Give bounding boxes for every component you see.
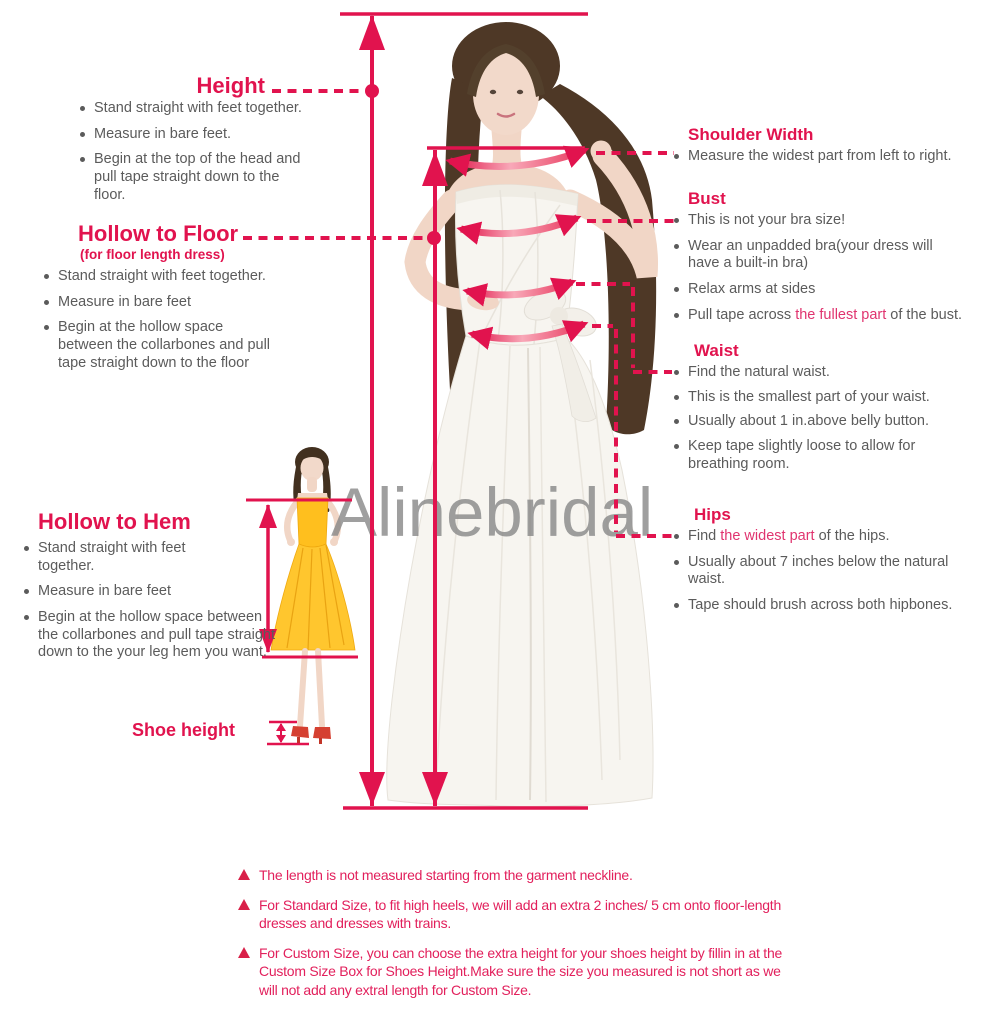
instruction-text [688,307,962,325]
warning-triangle-icon [238,947,250,958]
list-item [44,294,276,312]
instruction-text: Begin at the hollow space between the collarbones and pull tape straight down to the floor [58,319,271,371]
instruction-text: This is the smallest part of your waist. [688,388,930,405]
note-item [238,866,794,885]
bullet-icon [24,615,29,620]
highlight-segment: the widest part [720,528,815,544]
instruction-text: Measure in bare feet [38,583,171,600]
bullet-icon [24,546,29,551]
bust-title: Bust [688,189,726,208]
hollow-to-floor-instructions [44,268,276,380]
instruction-text: Begin at the hollow space between the collarbones and pull tape straight down to the your leg hem you want. [38,609,275,661]
instruction-text: Keep tape slightly loose to allow for breathing room. [688,438,916,472]
bullet-icon [674,218,679,223]
bullet-icon [674,603,679,608]
list-item [674,238,992,273]
highlight-segment: the fullest part [795,306,887,323]
list-item [24,540,284,575]
list-item [674,281,992,299]
footer-notes [238,866,794,1011]
brand-watermark: Alinebridal [331,474,654,551]
shoe-height-title: Shoe height [132,720,235,740]
hips-instructions [674,528,992,623]
bullet-icon [674,419,679,424]
instruction-text: Find the natural waist. [688,364,830,380]
instruction-text [688,281,815,299]
list-item [674,528,992,546]
list-item [674,307,992,325]
warning-triangle-icon [238,869,250,880]
instruction-text [688,597,952,615]
shoulder-width-title: Shoulder Width [688,125,814,144]
shoulder-width-arrow [450,150,585,166]
waist-instructions [674,364,992,480]
bullet-icon [674,395,679,400]
instruction-text: Stand straight with feet together. [38,540,186,574]
bullet-icon [674,244,679,249]
bullet-icon [674,313,679,318]
instruction-text: Measure in bare feet. [94,125,232,142]
list-item [24,609,284,662]
instruction-text: Stand straight with feet together. [94,100,302,116]
bullet-icon [674,534,679,539]
warning-triangle-icon [238,899,250,910]
text-segment: This is not your bra size! [688,212,846,228]
bullet-icon [674,154,679,159]
bullet-icon [44,274,49,279]
instruction-text: Begin at the top of the head and pull tape straight down to the floor. [94,151,301,203]
note-text: For Standard Size, to fit high heels, we will add an extra 2 inches/ 5 cm onto floor-length dresses and dresses with trains. [259,896,781,932]
instruction-text: Stand straight with feet together. [58,268,266,284]
text-segment: of the bust. [886,306,963,323]
instruction-text [688,554,980,589]
instruction-text: Measure the widest part from left to right. [688,148,952,164]
waist-title: Waist [694,341,739,360]
text-segment: Pull tape across [688,306,796,323]
instruction-text [688,238,958,273]
list-item [80,126,308,144]
note-text: For Custom Size, you can choose the extra height for your shoes height by fillin in at the Custom Size Box for Shoes Height.Make sure the size you measured is not short as we will not add any extral length for Custom Size. [259,944,783,999]
height-measure-line [340,14,588,808]
text-segment: Wear an unpadded bra(your dress will have a built-in bra) [688,237,933,272]
instruction-text: Measure in bare feet [58,293,191,310]
list-item [674,554,992,589]
hollow-to-floor-measure-line [422,148,585,806]
list-item [674,413,992,431]
instruction-text: Usually about 1 in.above belly button. [688,413,930,430]
bullet-icon [674,287,679,292]
text-segment: Relax arms at sides [688,281,816,298]
text-segment: Find [688,528,721,544]
hips-title: Hips [694,505,731,524]
bullet-icon [24,589,29,594]
note-text: The length is not measured starting from the garment neckline. [259,867,633,883]
list-item [24,583,284,601]
list-item [674,148,992,166]
list-item [44,319,276,372]
hollow-anchor-dot [427,231,441,245]
waist-arrow [467,282,572,295]
waist-connector [576,284,672,372]
bust-arrow [461,218,577,234]
bullet-icon [674,370,679,375]
list-item [80,100,308,118]
list-item [674,438,992,473]
hollow-to-floor-subtitle: (for floor length dress) [80,247,225,262]
bullet-icon [674,444,679,449]
bullet-icon [80,157,85,162]
bullet-icon [44,325,49,330]
bullet-icon [44,300,49,305]
bust-instructions [674,212,992,332]
hips-arrow [472,324,584,339]
bullet-icon [80,132,85,137]
shoe-height-measure-line [267,722,309,744]
bullet-icon [674,560,679,565]
height-title: Height [196,73,265,98]
bullet-icon [80,106,85,111]
instruction-text [688,528,890,546]
hollow-to-hem-instructions [24,540,284,670]
list-item [674,389,992,407]
hollow-to-floor-title: Hollow to Floor [78,221,239,246]
instruction-text [688,212,845,230]
height-instructions [80,100,308,212]
list-item [674,597,992,615]
text-segment: Usually about 7 inches below the natural waist. [688,553,949,588]
text-segment: of the hips. [814,528,890,544]
list-item [674,212,992,230]
note-item [238,944,794,1000]
text-segment: Tape should brush across both hipbones. [688,597,953,614]
height-anchor-dot [365,84,379,98]
shoulder-width-instructions [674,148,992,174]
list-item [80,151,308,204]
note-item [238,896,794,933]
list-item [674,364,992,382]
hollow-to-hem-title: Hollow to Hem [38,509,191,534]
list-item [44,268,276,286]
